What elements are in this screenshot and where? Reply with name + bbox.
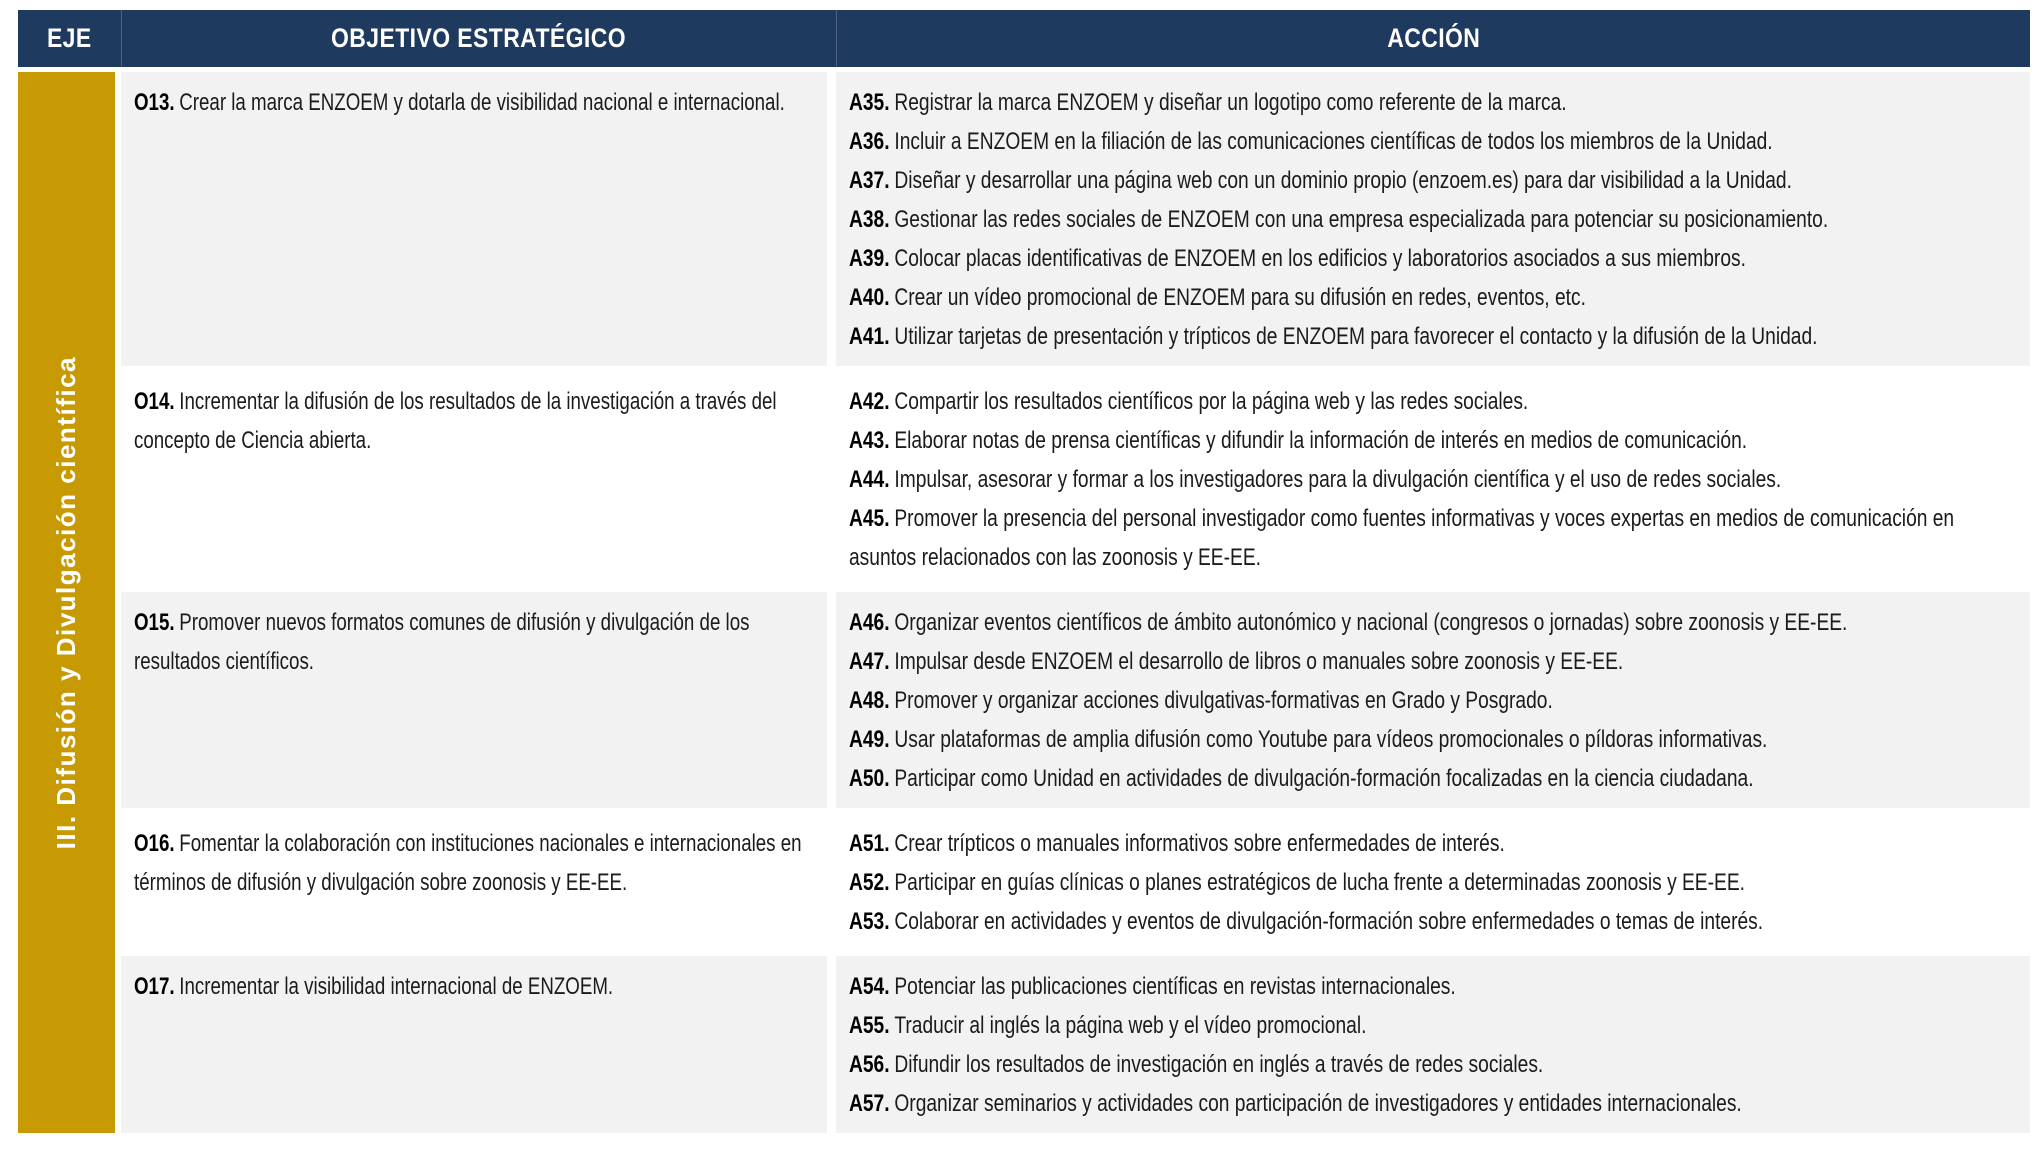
action-item xyxy=(849,642,2020,681)
action-text: Utilizar tarjetas de presentación y trípticos de ENZOEM para favorecer el contacto y la difusión de la Unidad. xyxy=(894,323,1818,350)
action-item xyxy=(849,499,2020,577)
action-code: A50. xyxy=(849,765,890,792)
action-code: A39. xyxy=(849,245,890,272)
action-code: A48. xyxy=(849,687,890,714)
eje-axis-label: III. Difusión y Divulgación científica xyxy=(51,355,81,850)
objective-line xyxy=(134,603,817,681)
actions-cell xyxy=(836,592,2030,808)
action-item xyxy=(849,902,2020,941)
action-text: Crear trípticos o manuales informativos sobre enfermedades de interés. xyxy=(894,830,1505,857)
action-code: A57. xyxy=(849,1090,890,1117)
header-label-accion: ACCIÓN xyxy=(1386,23,1481,53)
action-item xyxy=(849,1006,2020,1045)
eje-axis-cell xyxy=(18,72,115,1133)
header-label-objetivo: OBJETIVO ESTRATÉGICO xyxy=(331,23,627,53)
action-code: A51. xyxy=(849,830,890,857)
action-text: Usar plataformas de amplia difusión como Youtube para vídeos promocionales o píldoras informativas. xyxy=(894,726,1768,753)
actions-list xyxy=(849,83,2020,356)
action-item xyxy=(849,603,2020,642)
objective-paragraph xyxy=(134,967,817,1006)
objective-line xyxy=(134,382,817,460)
objective-line xyxy=(134,967,817,1006)
action-text: Elaborar notas de prensa científicas y difundir la información de interés en medios de comunicación. xyxy=(894,427,1748,454)
action-code: A52. xyxy=(849,869,890,896)
action-text: Compartir los resultados científicos por la página web y las redes sociales. xyxy=(894,388,1529,415)
action-code: A41. xyxy=(849,323,890,350)
actions-list xyxy=(849,824,2020,941)
action-text: Incluir a ENZOEM en la filiación de las comunicaciones científicas de todos los miembros de la Unidad. xyxy=(894,128,1773,155)
action-item xyxy=(849,122,2020,161)
action-code: A44. xyxy=(849,466,890,493)
action-code: A54. xyxy=(849,973,890,1000)
objective-code: O17. xyxy=(134,973,175,1000)
table-body-rows xyxy=(121,72,2030,1133)
action-text: Promover la presencia del personal investigador como fuentes informativas y voces expertas en medios de comunicación en asuntos relacionados con las zoonosis y EE-EE. xyxy=(849,505,1955,571)
action-code: A47. xyxy=(849,648,890,675)
action-item xyxy=(849,681,2020,720)
action-item xyxy=(849,200,2020,239)
actions-list xyxy=(849,967,2020,1123)
table-row xyxy=(121,813,2030,951)
action-code: A42. xyxy=(849,388,890,415)
action-code: A53. xyxy=(849,908,890,935)
action-text: Impulsar, asesorar y formar a los investigadores para la divulgación científica y el uso de redes sociales. xyxy=(894,466,1782,493)
action-item xyxy=(849,759,2020,798)
action-text: Colaborar en actividades y eventos de divulgación-formación sobre enfermedades o temas de interés. xyxy=(894,908,1764,935)
action-text: Colocar placas identificativas de ENZOEM en los edificios y laboratorios asociados a sus miembros. xyxy=(894,245,1746,272)
action-item xyxy=(849,1084,2020,1123)
objective-paragraph xyxy=(134,824,817,902)
action-text: Potenciar las publicaciones científicas en revistas internacionales. xyxy=(894,973,1456,1000)
action-item xyxy=(849,239,2020,278)
action-text: Crear un vídeo promocional de ENZOEM para su difusión en redes, eventos, etc. xyxy=(894,284,1586,311)
action-text: Gestionar las redes sociales de ENZOEM con una empresa especializada para potenciar su posicionamiento. xyxy=(894,206,1829,233)
action-item xyxy=(849,720,2020,759)
objective-code: O14. xyxy=(134,388,175,415)
table-row xyxy=(121,371,2030,587)
table-body xyxy=(18,72,2030,1133)
action-code: A45. xyxy=(849,505,890,532)
actions-list xyxy=(849,603,2020,798)
action-code: A35. xyxy=(849,89,890,116)
action-code: A49. xyxy=(849,726,890,753)
action-text: Difundir los resultados de investigación en inglés a través de redes sociales. xyxy=(894,1051,1544,1078)
objective-code: O13. xyxy=(134,89,175,116)
header-cell-objetivo xyxy=(121,10,836,67)
action-code: A56. xyxy=(849,1051,890,1078)
action-item xyxy=(849,967,2020,1006)
action-item xyxy=(849,1045,2020,1084)
action-text: Organizar seminarios y actividades con participación de investigadores y entidades internacionales. xyxy=(894,1090,1742,1117)
actions-cell xyxy=(836,956,2030,1133)
objective-paragraph xyxy=(134,603,817,681)
action-item xyxy=(849,83,2020,122)
actions-cell xyxy=(836,813,2030,951)
objective-paragraph xyxy=(134,382,817,460)
table-row xyxy=(121,956,2030,1133)
objective-cell xyxy=(121,72,827,366)
action-text: Diseñar y desarrollar una página web con un dominio propio (enzoem.es) para dar visibilidad a la Unidad. xyxy=(894,167,1792,194)
objective-line xyxy=(134,824,817,902)
objective-text: Crear la marca ENZOEM y dotarla de visibilidad nacional e internacional. xyxy=(179,89,785,116)
actions-list xyxy=(849,382,2020,577)
actions-cell xyxy=(836,371,2030,587)
objective-text: Incrementar la visibilidad internacional de ENZOEM. xyxy=(179,973,614,1000)
objective-line xyxy=(134,83,817,122)
action-text: Traducir al inglés la página web y el vídeo promocional. xyxy=(894,1012,1367,1039)
action-code: A43. xyxy=(849,427,890,454)
objective-text: Fomentar la colaboración con instituciones nacionales e internacionales en términos de difusión y divulgación sobre zoonosis y EE-EE. xyxy=(134,830,802,896)
action-code: A37. xyxy=(849,167,890,194)
action-item xyxy=(849,317,2020,356)
objective-code: O15. xyxy=(134,609,175,636)
header-cell-accion xyxy=(836,10,2030,67)
action-code: A36. xyxy=(849,128,890,155)
strategic-plan-table xyxy=(18,10,2030,1133)
action-item xyxy=(849,161,2020,200)
table-header xyxy=(18,10,2030,67)
header-label-eje: EJE xyxy=(47,23,92,53)
objective-cell xyxy=(121,371,827,587)
objective-cell xyxy=(121,813,827,951)
objective-cell xyxy=(121,956,827,1133)
action-code: A40. xyxy=(849,284,890,311)
table-row xyxy=(121,592,2030,808)
action-item xyxy=(849,824,2020,863)
objective-cell xyxy=(121,592,827,808)
action-code: A46. xyxy=(849,609,890,636)
objective-code: O16. xyxy=(134,830,175,857)
objective-paragraph xyxy=(134,83,817,122)
action-item xyxy=(849,382,2020,421)
action-text: Impulsar desde ENZOEM el desarrollo de libros o manuales sobre zoonosis y EE-EE. xyxy=(894,648,1624,675)
action-code: A55. xyxy=(849,1012,890,1039)
table-row xyxy=(121,72,2030,366)
action-text: Participar como Unidad en actividades de divulgación-formación focalizadas en la ciencia ciudadana. xyxy=(894,765,1754,792)
actions-cell xyxy=(836,72,2030,366)
action-text: Organizar eventos científicos de ámbito autonómico y nacional (congresos o jornadas) sobre zoonosis y EE-EE. xyxy=(894,609,1848,636)
action-code: A38. xyxy=(849,206,890,233)
action-text: Registrar la marca ENZOEM y diseñar un logotipo como referente de la marca. xyxy=(894,89,1567,116)
objective-text: Incrementar la difusión de los resultados de la investigación a través del concepto de Ciencia abierta. xyxy=(134,388,777,454)
action-text: Participar en guías clínicas o planes estratégicos de lucha frente a determinadas zoonosis y EE-EE. xyxy=(894,869,1745,896)
action-item xyxy=(849,460,2020,499)
action-text: Promover y organizar acciones divulgativas-formativas en Grado y Posgrado. xyxy=(894,687,1553,714)
objective-text: Promover nuevos formatos comunes de difusión y divulgación de los resultados científicos. xyxy=(134,609,750,675)
action-item xyxy=(849,863,2020,902)
action-item xyxy=(849,278,2020,317)
action-item xyxy=(849,421,2020,460)
header-cell-eje xyxy=(18,10,121,67)
